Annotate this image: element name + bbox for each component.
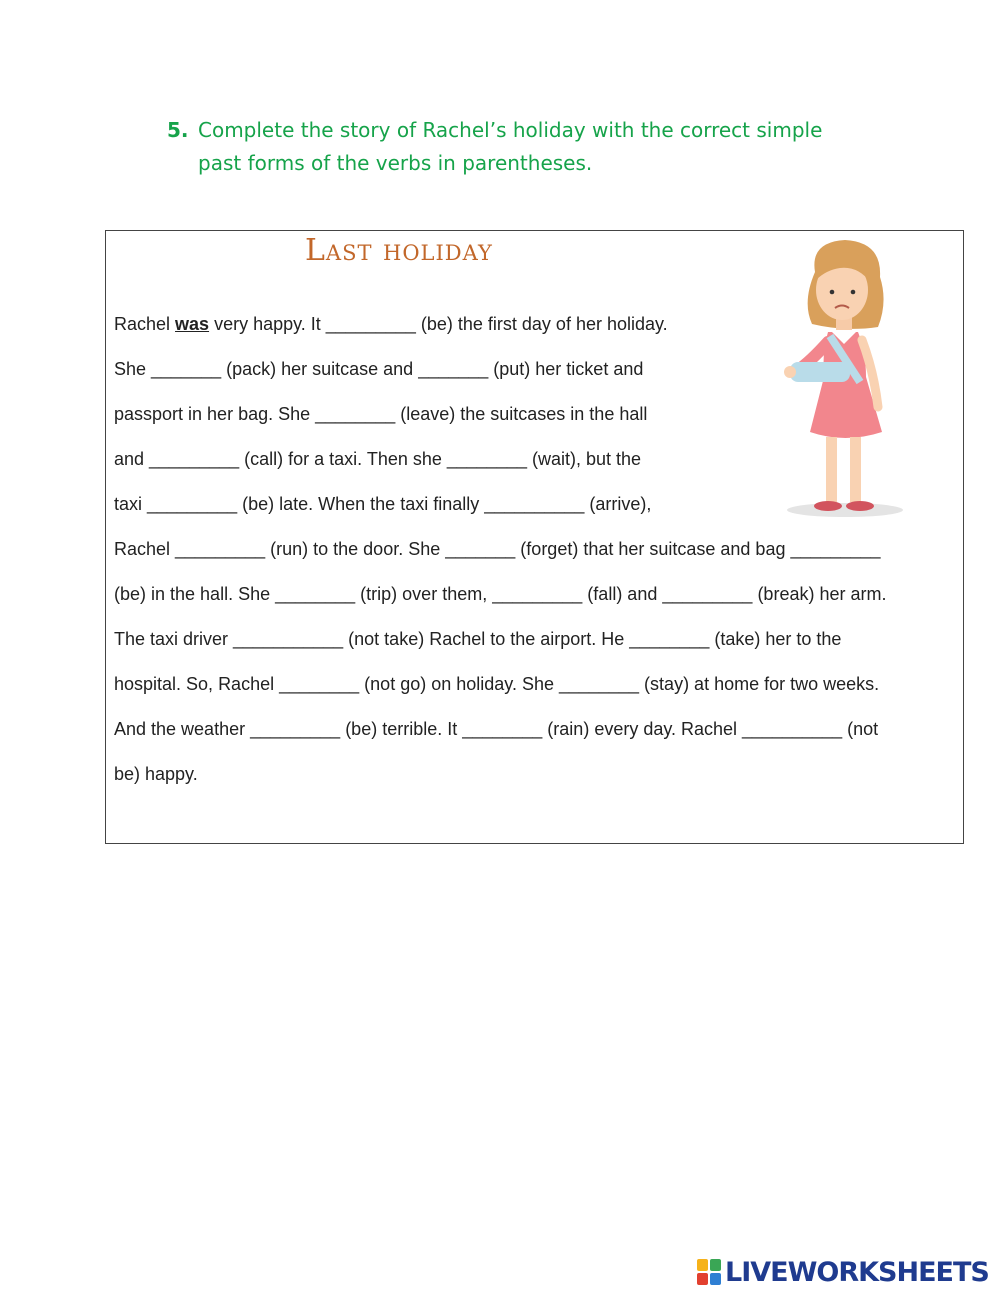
story-line: And the weather _________ (be) terrible. It ________ (rain) every day. Rachel __________ (not	[114, 719, 879, 739]
story-line: and _________ (call) for a taxi. Then she ________ (wait), but the	[114, 449, 642, 469]
story-line: Rachel _________ (run) to the door. She _______ (forget) that her suitcase and bag _________	[114, 539, 881, 559]
logo-text: LIVEWORKSHEETS	[725, 1256, 989, 1288]
example-answer: was	[175, 314, 210, 334]
story-line: (be) in the hall. She ________ (trip) over them, _________ (fall) and _________ (break) her arm.	[114, 584, 887, 604]
instruction-line-2: past forms of the verbs in parentheses.	[198, 151, 593, 175]
story-title: Last holiday	[305, 233, 493, 268]
instruction-line-1: Complete the story of Rachel’s holiday with the correct simple	[198, 118, 823, 142]
liveworksheets-logo	[697, 1256, 989, 1288]
story-line: She _______ (pack) her suitcase and _______ (put) her ticket and	[114, 359, 644, 379]
story-line: hospital. So, Rachel ________ (not go) on holiday. She ________ (stay) at home for two weeks.	[114, 674, 880, 694]
story-line: The taxi driver ___________ (not take) Rachel to the airport. He ________ (take) her to the	[114, 629, 842, 649]
story-line: Rachel was very happy. It _________ (be) the first day of her holiday.	[114, 314, 668, 334]
instruction	[167, 114, 887, 180]
story-line: taxi _________ (be) late. When the taxi finally __________ (arrive),	[114, 494, 652, 514]
story-line: be) happy.	[114, 764, 198, 784]
girl-broken-arm-illustration	[770, 232, 960, 527]
exercise-number: 5.	[167, 118, 189, 142]
story-line: passport in her bag. She ________ (leave) the suitcases in the hall	[114, 404, 648, 424]
logo-tiles	[697, 1259, 721, 1285]
